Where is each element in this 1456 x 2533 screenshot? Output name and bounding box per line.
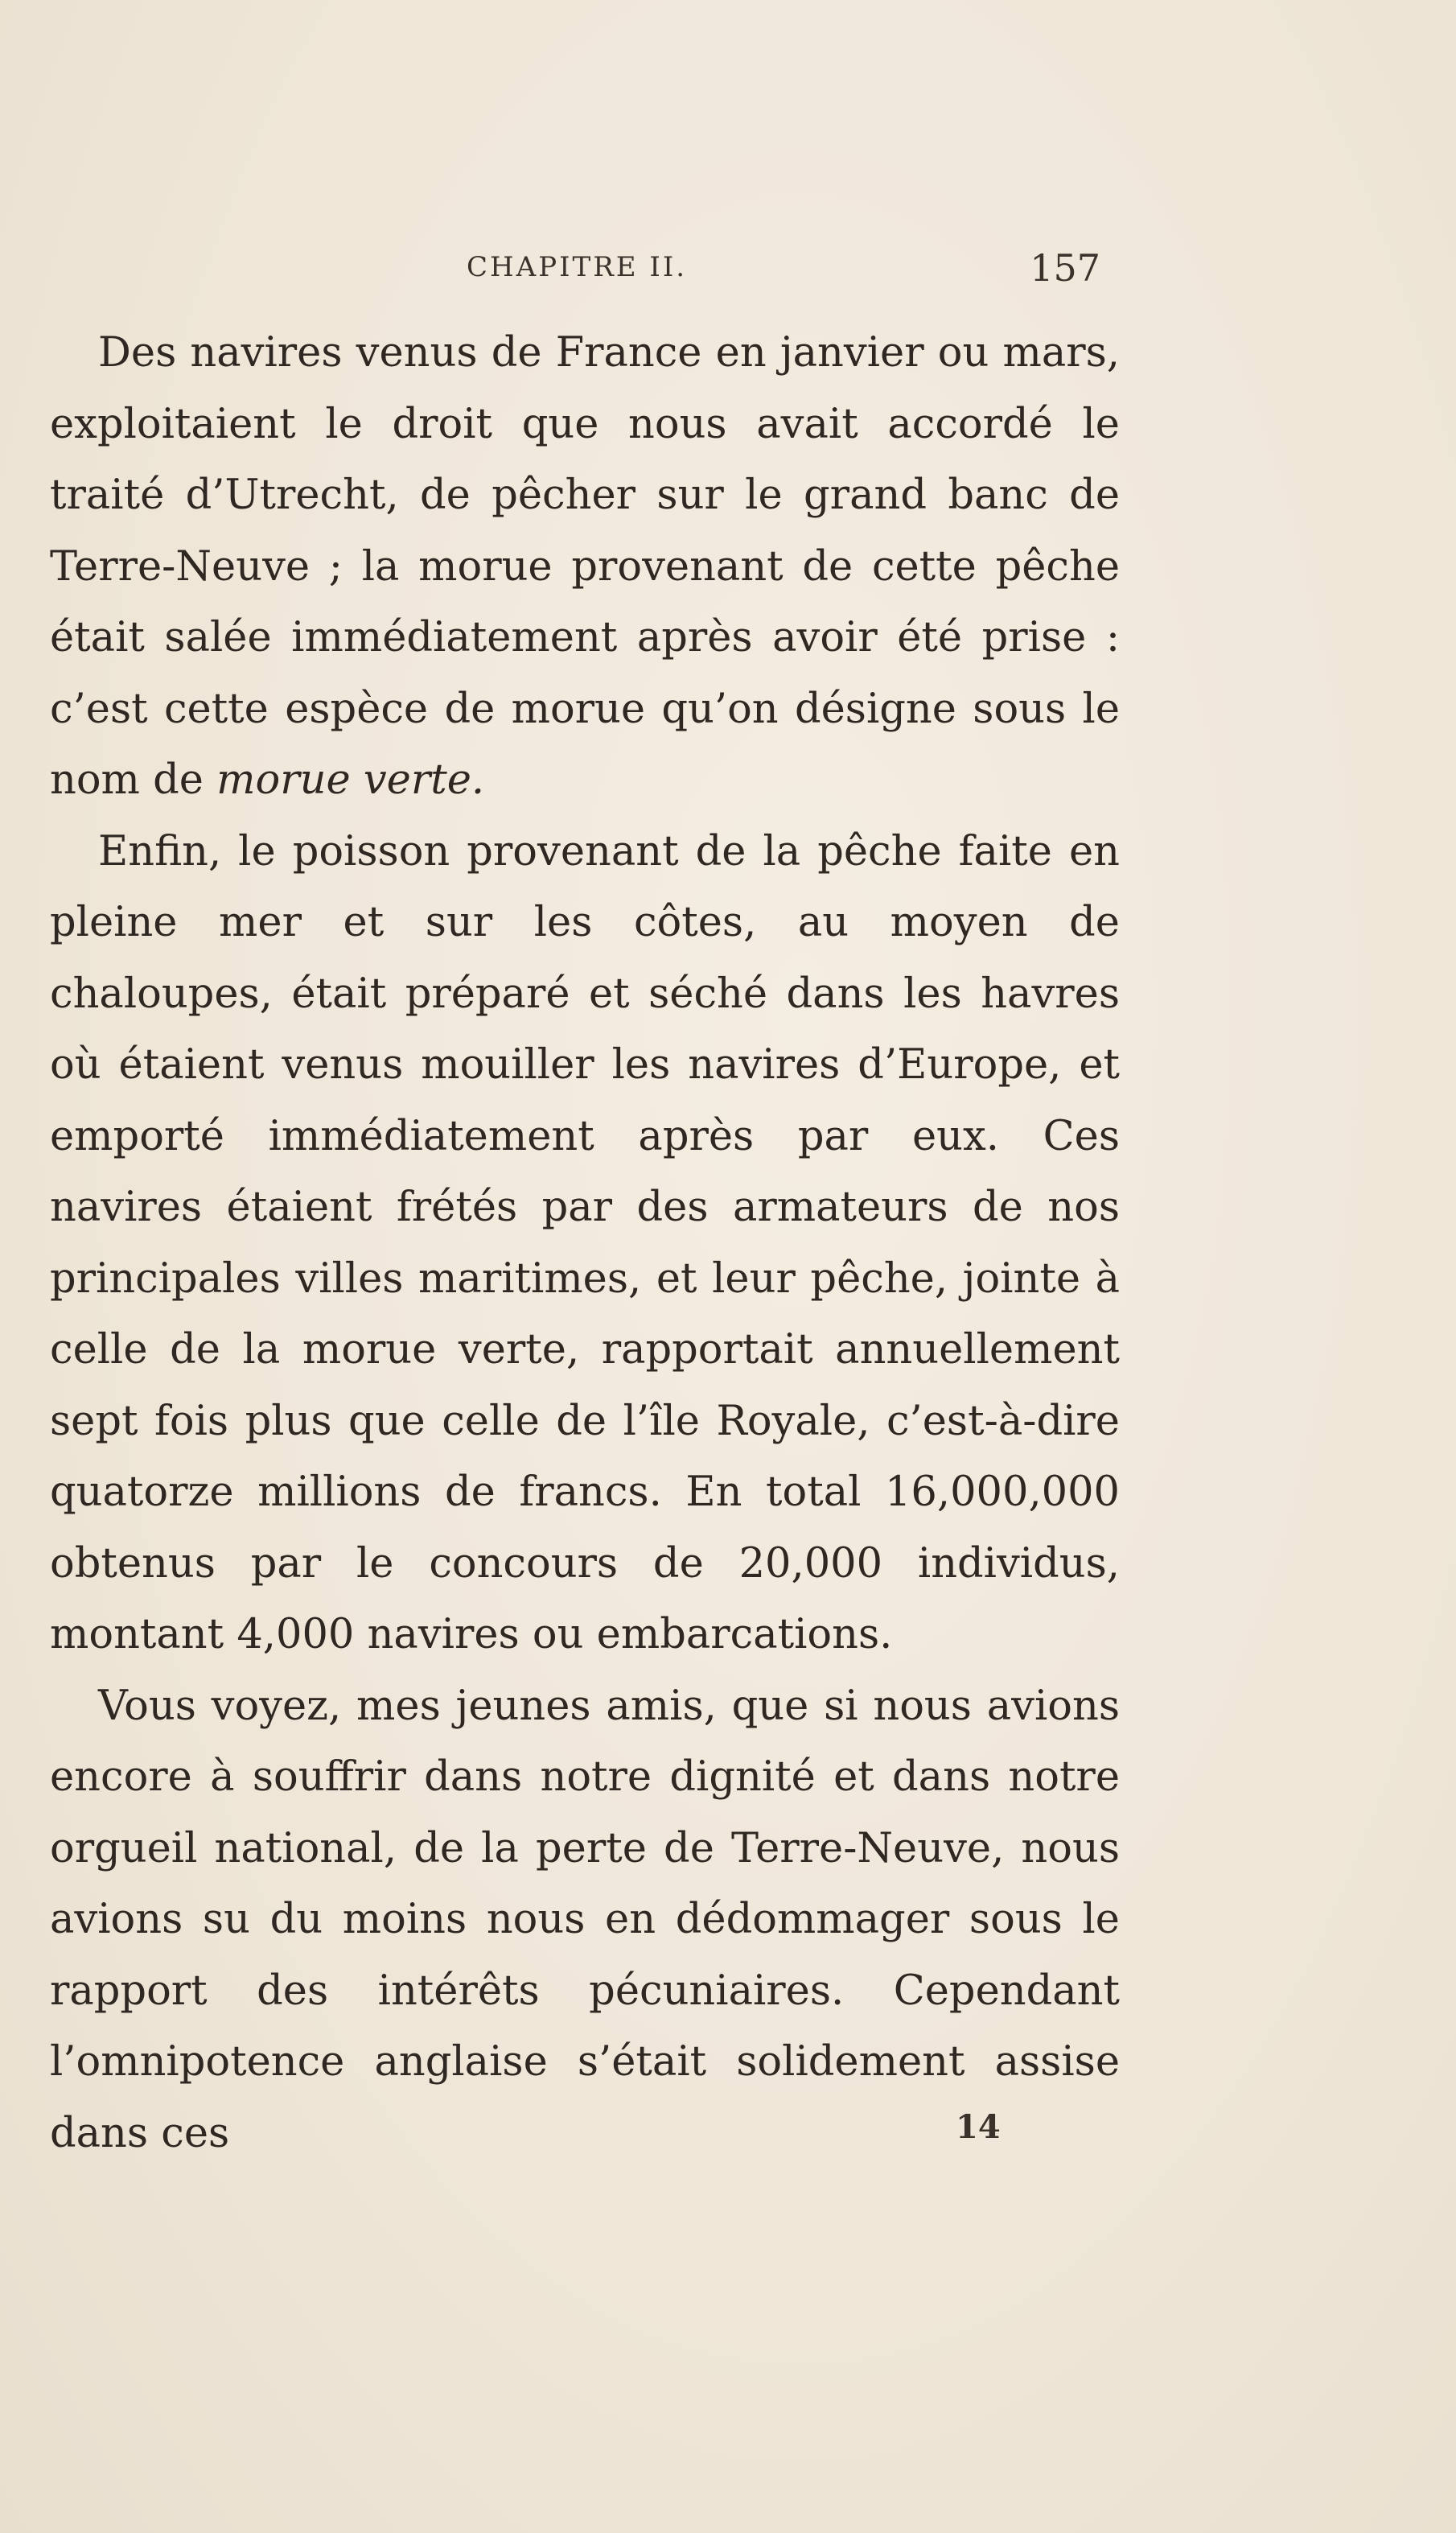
paragraph-3-text: Vous voyez, mes jeunes amis, que si nous avions encore à souffrir dans notre dignité et dans notre orgueil national, de la perte de Terre-Neuve, nous avions su du moins nous en dédommager sous le rapport des intérêts pécuniaires. Cependant l’omnipotence anglaise s’était solidement assise dans ces [50, 1682, 1120, 2157]
paragraph-2 [50, 817, 1120, 1671]
running-head: CHAPITRE II. [467, 251, 688, 283]
paragraph-3 [50, 1671, 1120, 2170]
paragraph-1-text: Des navires venus de France en janvier ou mars, exploitaient le droit que nous avait accordé le traité d’Utrecht, de pêcher sur le grand banc de Terre-Neuve ; la morue provenant de cette pêche était salée immédiatement après avoir été prise : c’est cette espèce de morue qu’on désigne sous le nom de [50, 329, 1120, 804]
body-text [50, 318, 1120, 2169]
paragraph-1-italic: morue verte. [216, 756, 485, 804]
page-header [467, 246, 1110, 299]
signature-mark: 14 [956, 2108, 1001, 2146]
paragraph-1 [50, 318, 1120, 817]
paragraph-2-text: Enfin, le poisson provenant de la pêche faite en pleine mer et sur les côtes, au moyen de chaloupes, était préparé et séché dans les havres où étaient venus mouiller les navires d’Europe, et emporté immédiatement après par eux. Ces navires étaient frétés par des armateurs de nos principales villes maritimes, et leur pêche, jointe à celle de la morue verte, rapportait annuellement sept fois plus que celle de l’île Royale, c’est-à-dire quatorze millions de francs. En total 16,000,000 obtenus par le concours de 20,000 individus, montant 4,000 navires ou embarcations. [50, 827, 1120, 1658]
page-number: 157 [1030, 246, 1100, 290]
